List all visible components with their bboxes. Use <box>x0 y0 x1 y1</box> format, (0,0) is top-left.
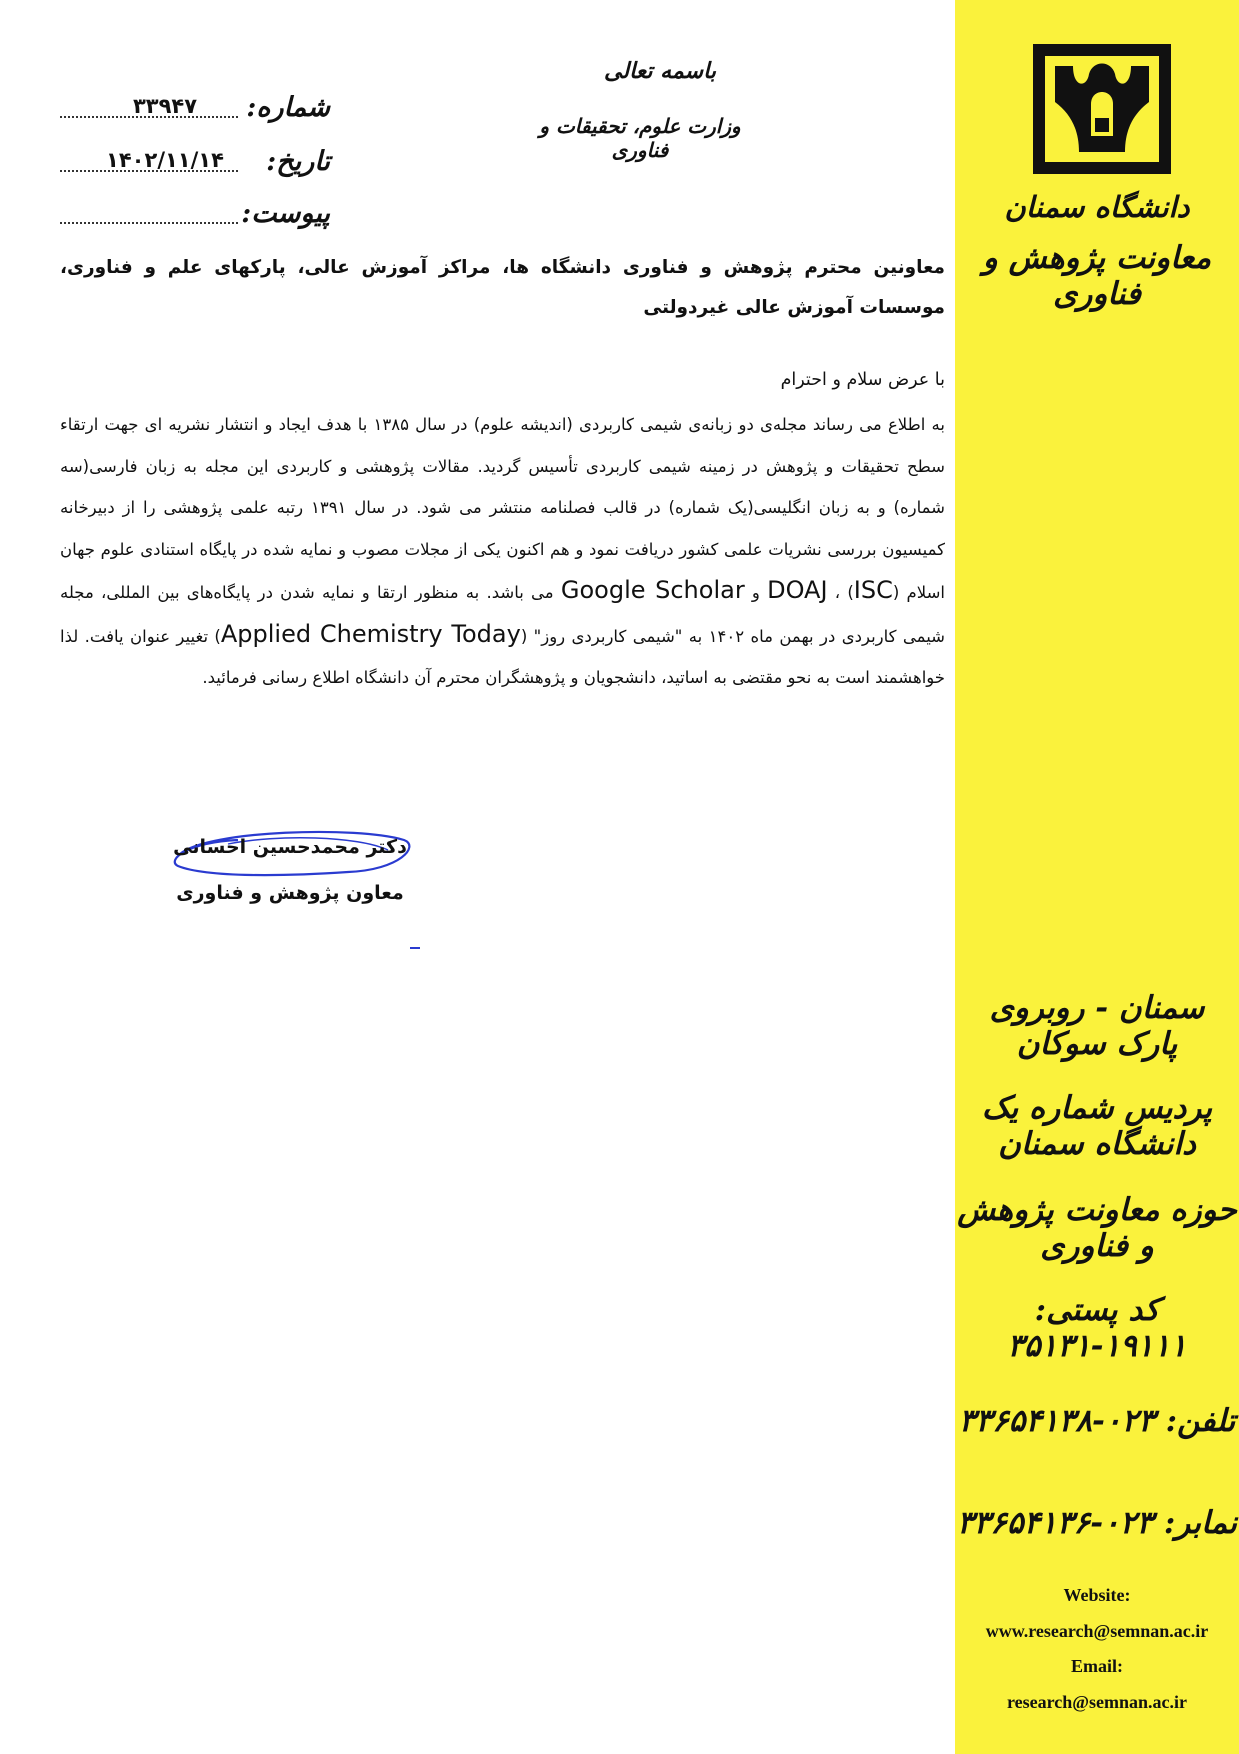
attachment-row <box>60 198 330 238</box>
doaj-index: DOAJ <box>767 576 828 604</box>
paragraph-end: ) تغییر عنوان یافت. لذا خواهشمند است به نحو مقتضی به اساتید، دانشجویان و پژوهشگران محترم آن دانشگاه اطلاع رسانی فرمائید. <box>60 626 945 687</box>
ink-mark <box>410 947 420 949</box>
address-line-2: پردیس شماره یک دانشگاه سمنان <box>981 1090 1213 1162</box>
letter-number-label: شماره: <box>246 92 330 123</box>
email-label: Email: <box>1071 1656 1123 1676</box>
paragraph-middle: می باشد. به منظور ارتقا و نمایه شدن در پایگاه‌های بین المللی، مجله شیمی کاربردی در بهمن ماه ۱۴۰۲ به "شیمی کاربردی روز" ( <box>60 583 946 646</box>
attachment-label: پیوست: <box>241 198 330 229</box>
ministry-heading: وزارت علوم، تحقیقات و فناوری <box>539 114 741 162</box>
postal-code: کد پستی: ۱۹۱۱۱-۳۵۱۳۱ <box>1007 1292 1187 1364</box>
isc-index: ISC <box>853 576 893 604</box>
greeting: با عرض سلام و احترام <box>780 370 945 390</box>
paragraph-intro: به اطلاع می رساند مجله‌ی دو زبانه‌ی شیمی کاربردی (اندیشه علوم) در سال ۱۳۸۵ با هدف ایجاد و انتشار نشریه ای جهت ارتقاء سطح تحقیقات و پژوهش در زمینه شیمی کاربردی تأسیس گردید. مقالات پژوهشی و کاربردی این مجله به زبان فارسی(سه شماره) و به زبان انگلیسی(یک شماره) در قالب فصلنامه منتشر می شود. در سال ۱۳۹۱ رتبه علمی پژوهشی را از دبیرخانه کمیسیون بررسی نشریات علمی کشور دریافت نمود و هم اکنون یکی از مجلات مصوب و نمایه شده در پایگاه استنادی علوم جهان اسلام ( <box>60 415 945 602</box>
invocation-heading: باسمه تعالی <box>604 58 716 84</box>
address-line-1: سمنان - روبروی پارک سوکان <box>989 990 1205 1062</box>
signatory-title: معاون پژوهش و فناوری <box>176 882 404 904</box>
signatory-name: دکتر محمدحسین احسانی <box>173 836 407 858</box>
website-link[interactable]: www.research@semnan.ac.ir <box>985 1621 1209 1641</box>
phone-number: تلفن: ۰۲۳-۳۳۶۵۴۱۳۸ <box>958 1403 1236 1439</box>
dotted-line <box>60 222 238 224</box>
english-journal-title: Applied Chemistry Today <box>220 619 521 648</box>
letter-date-value: ۱۴۰۲/۱۱/۱۴ <box>106 148 224 172</box>
letter-date-row <box>60 146 330 186</box>
paragraph-and: و <box>744 583 768 602</box>
letter-body-paragraph <box>60 404 945 699</box>
google-scholar-index: Google Scholar <box>560 576 745 604</box>
department-name: معاونت پژوهش و فناوری <box>982 240 1212 312</box>
recipient-line: معاونین محترم پژوهش و فناوری دانشگاه ها، مراکز آموزش عالی، پارکهای علم و فناوری، موسسات آموزش عالی غیردولتی <box>60 257 945 318</box>
paragraph-separator: ) ، <box>827 583 854 602</box>
website-label: Website: <box>1063 1585 1131 1605</box>
letter-number-row <box>60 92 330 132</box>
email-link[interactable]: research@semnan.ac.ir <box>1006 1692 1188 1712</box>
university-logo-icon <box>1033 44 1171 174</box>
address-line-3: حوزه معاونت پژوهش و فناوری <box>957 1192 1237 1264</box>
fax-number: نمابر: ۰۲۳-۳۳۶۵۴۱۳۶ <box>957 1505 1237 1541</box>
signature-block <box>160 826 420 946</box>
letter-date-label: تاریخ: <box>266 146 330 177</box>
letterhead-sidebar <box>955 0 1239 1754</box>
university-name: دانشگاه سمنان <box>1004 190 1190 224</box>
letter-number-value: ۳۳۹۴۷ <box>132 94 198 118</box>
